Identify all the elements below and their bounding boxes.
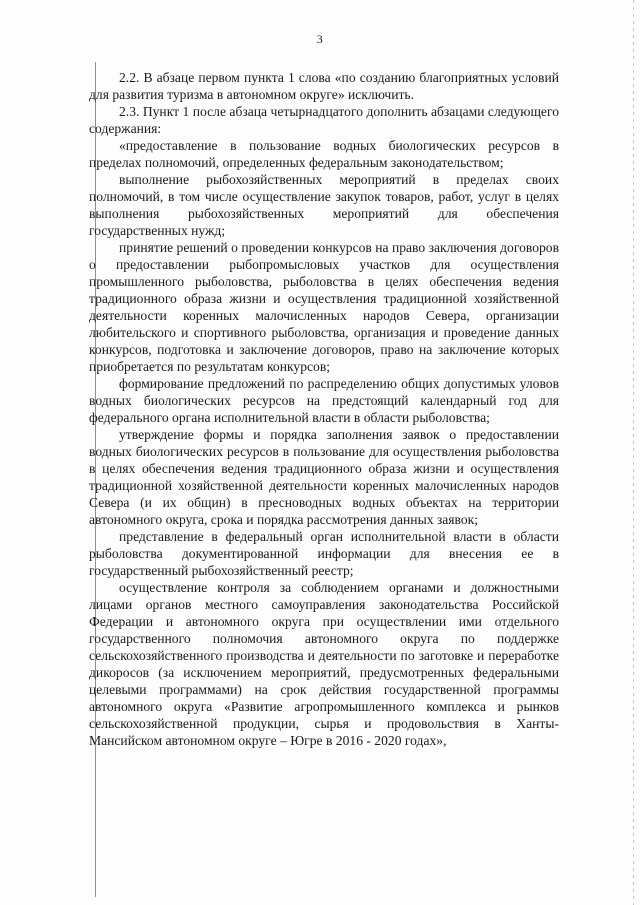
- paragraph-application-forms: утверждение формы и порядка заполнения заявок о предоставлении водных биологических ресурсов в пользование для осуществления рыболовства в целях обеспечения ведения традиционного образа жизни и осуществления традиционной хозяйственной деятельности коренных малочисленных народов Севера (и их общин) в пресноводных водных объектах на территории автономного округа, срока и порядка рассмотрения данных заявок;: [89, 427, 559, 527]
- paragraph-control: осуществление контроля за соблюдением органами и должностными лицами органов местного самоуправления законодательства Российской Федерации и автономного округа при осуществлении ими отдельного государственного полномочия автономного округа по поддержке сельскохозяйственного производства и деятельности по заготовке и переработке дикоросов (за исключением мероприятий, предусмотренных федеральными целевыми программами) на срок действия государственной программы автономного округа «Развитие агропромышленного комплекса и рынков сельскохозяйственной продукции, сырья и продовольствия в Ханты-Мансийском автономном округе – Югре в 2016 - 2020 годах»,: [89, 580, 559, 748]
- paragraph-fishery-registry: представление в федеральный орган исполнительной власти в области рыболовства документированной информации для внесения ее в государственный рыбохозяйственный реестр;: [89, 529, 559, 578]
- paragraph-competitions: принятие решений о проведении конкурсов на право заключения договоров о предоставлении рыбопромысловых участков для осуществления промышленного рыболовства, рыболовства в целях обеспечения ведения традиционного образа жизни и осуществления традиционной хозяйственной деятельности коренных малочисленных народов Севера, организации любительского и спортивного рыболовства, организация и проведение данных конкурсов, подготовка и заключение договоров, право на заключение которых приобретается по результатам конкурсов;: [89, 240, 559, 374]
- scan-edge-right: [633, 0, 634, 905]
- paragraph-fishery-measures: выполнение рыбохозяйственных мероприятий в пределах своих полномочий, в том числе осуществление закупок товаров, работ, услуг в целях выполнения рыбохозяйственных мероприятий для обеспечения государственных нужд;: [89, 172, 559, 238]
- document-body: [89, 69, 559, 749]
- paragraph-2-2: 2.2. В абзаце первом пункта 1 слова «по созданию благоприятных условий для развития туризма в автономном округе» исключить.: [89, 70, 559, 102]
- page-number: 3: [316, 32, 324, 46]
- paragraph-water-resources: «предоставление в пользование водных биологических ресурсов в пределах полномочий, определенных федеральным законодательством;: [89, 138, 559, 170]
- paragraph-catch-proposals: формирование предложений по распределению общих допустимых уловов водных биологических ресурсов на предстоящий календарный год для федерального органа исполнительной власти в области рыболовства;: [89, 376, 559, 425]
- paragraph-2-3: 2.3. Пункт 1 после абзаца четырнадцатого дополнить абзацами следующего содержания:: [89, 104, 559, 136]
